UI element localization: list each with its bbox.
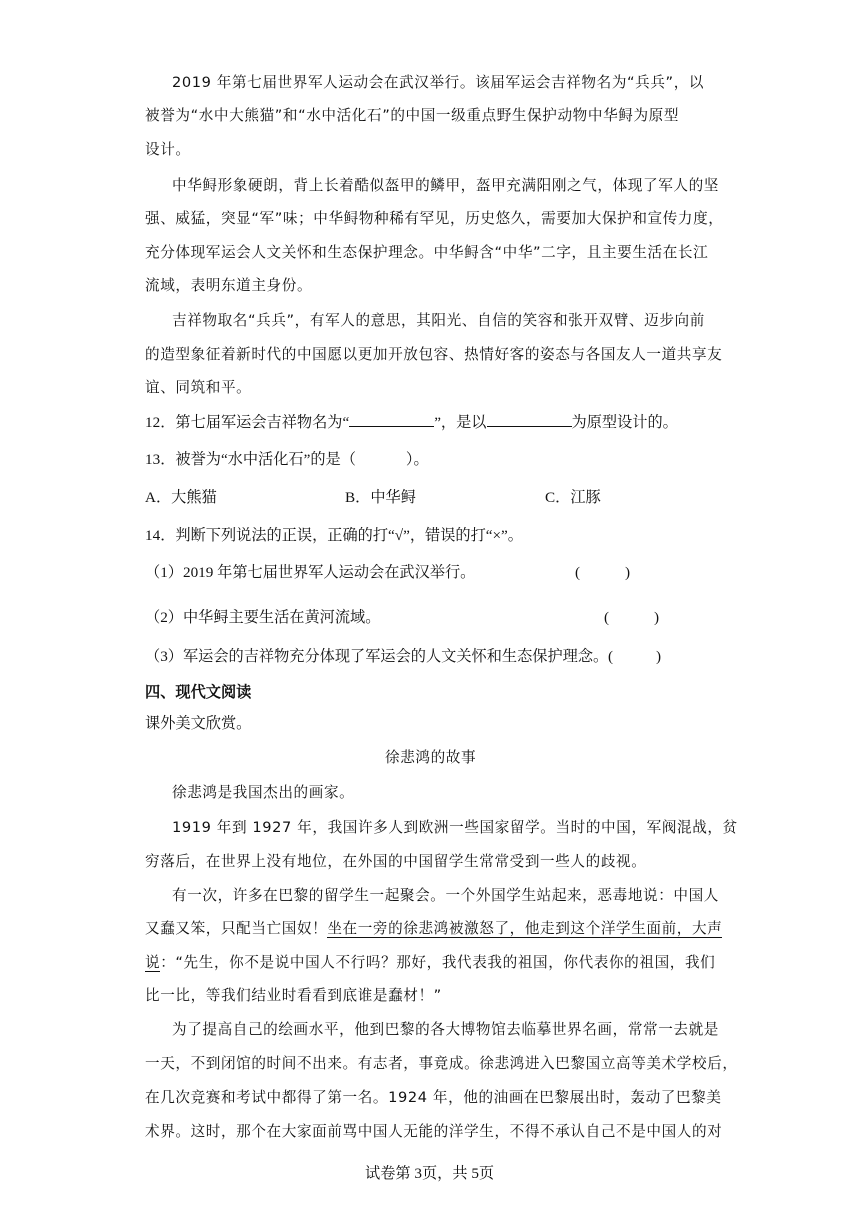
passage2-p4-line3: 在几次竞赛和考试中都得了第一名。1924 年，他的油画在巴黎展出时，轰动了巴黎美 bbox=[145, 1089, 722, 1106]
passage2-p3-line3-plain: ：“先生，你不是说中国人不行吗？那好，我代表我的祖国，你代表你的祖国，我们 bbox=[160, 954, 716, 971]
q13-option-b[interactable]: B．中华鲟 bbox=[345, 489, 416, 506]
passage2-title: 徐悲鸿的故事 bbox=[385, 749, 477, 766]
q14-item-2-paren-open[interactable]: ( bbox=[604, 609, 610, 626]
section-4-intro: 课外美文欣赏。 bbox=[145, 715, 252, 732]
q14-item-3-paren-open[interactable]: ( bbox=[608, 648, 614, 665]
q12-blank-2[interactable] bbox=[487, 412, 572, 427]
q13-stem: 13．被誉为“水中活化石”的是（ bbox=[145, 451, 356, 468]
passage1-p2-line3: 充分体现军运会人文关怀和生态保护理念。中华鲟含“中华”二字，且主要生活在长江 bbox=[145, 244, 709, 261]
q13-option-c[interactable]: C．江豚 bbox=[545, 489, 601, 506]
passage2-p2-line1: 1919 年到 1927 年，我国许多人到欧洲一些国家留学。当时的中国，军阀混战，贫 bbox=[172, 819, 738, 836]
passage1-p2-line4: 流域，表明东道主身份。 bbox=[145, 277, 313, 294]
passage1-p1-line2: 被誉为“水中大熊猫”和“水中活化石”的中国一级重点野生保护动物中华鲟为原型 bbox=[145, 107, 680, 124]
q13-close: ）。 bbox=[405, 451, 429, 468]
passage2-p4-line4: 术界。这时，那个在大家面前骂中国人无能的洋学生，不得不承认自己不是中国人的对 bbox=[145, 1123, 723, 1140]
question-13 bbox=[145, 450, 429, 470]
passage2-p1: 徐悲鸿是我国杰出的画家。 bbox=[172, 784, 355, 801]
q14-item-3: （3）军运会的吉祥物充分体现了军运会的人文关怀和生态保护理念。 bbox=[145, 648, 609, 665]
passage1-p3-line3: 谊、同筑和平。 bbox=[145, 379, 252, 396]
q14-item-1: （1）2019 年第七届世界军人运动会在武汉举行。 bbox=[145, 564, 476, 581]
question-14-stem: 14．判断下列说法的正误，正确的打“√”，错误的打“×”。 bbox=[145, 527, 523, 544]
passage2-p4-line1: 为了提高自己的绘画水平，他到巴黎的各大博物馆去临摹世界名画，常常一去就是 bbox=[172, 1021, 719, 1038]
section-4-heading: 四、现代文阅读 bbox=[145, 684, 252, 701]
passage1-p1-line1: 2019 年第七届世界军人运动会在武汉举行。该届军运会吉祥物名为“兵兵”，以 bbox=[172, 74, 705, 91]
q12-text-a: 12．第七届军运会吉祥物名为“ bbox=[145, 414, 350, 431]
passage1-p3-line1: 吉祥物取名“兵兵”，有军人的意思，其阳光、自信的笑容和张开双臂、迈步向前 bbox=[172, 312, 705, 329]
passage1-p2-line2: 强、威猛，突显“军”味；中华鲟物种稀有罕见，历史悠久，需要加大保护和宣传力度， bbox=[145, 210, 724, 227]
passage2-p4-line2: 一天，不到闭馆的时间不出来。有志者，事竟成。徐悲鸿进入巴黎国立高等美术学校后， bbox=[145, 1055, 738, 1072]
q13-option-a[interactable]: A．大熊猫 bbox=[145, 489, 217, 506]
underlined-sentence: 坐在一旁的徐悲鸿被激怒了，他走到这个洋学生面前，大声 bbox=[327, 920, 723, 937]
underlined-sentence-end: 说 bbox=[145, 954, 161, 971]
passage1-p2-line1: 中华鲟形象硬朗，背上长着酷似盔甲的鳞甲，盔甲充满阳刚之气，体现了军人的坚 bbox=[172, 177, 719, 194]
passage2-p3-line3 bbox=[145, 953, 715, 973]
q12-blank-1[interactable] bbox=[349, 412, 434, 427]
q14-item-1-paren-open[interactable]: ( bbox=[575, 564, 581, 581]
passage2-p2-line2: 穷落后，在世界上没有地位，在外国的中国留学生常常受到一些人的歧视。 bbox=[145, 853, 647, 870]
q14-item-2: （2）中华鲟主要生活在黄河流域。 bbox=[145, 609, 381, 626]
passage2-p3-line4: 比一比，等我们结业时看看到底谁是蠢材！” bbox=[145, 987, 442, 1004]
q14-item-2-paren-close[interactable]: ) bbox=[654, 609, 660, 626]
q12-text-c: 为原型设计的。 bbox=[571, 414, 678, 431]
passage2-p3-line1: 有一次，许多在巴黎的留学生一起聚会。一个外国学生站起来，恶毒地说：中国人 bbox=[172, 887, 719, 904]
passage2-p3-line2 bbox=[145, 919, 722, 939]
question-12 bbox=[145, 412, 678, 433]
passage2-p3-line2-plain: 又蠢又笨，只配当亡国奴！ bbox=[145, 920, 328, 937]
page-footer: 试卷第 3页，共 5页 bbox=[365, 1165, 495, 1182]
q12-text-b: ”，是以 bbox=[434, 414, 487, 431]
q14-item-3-paren-close[interactable]: ) bbox=[656, 648, 662, 665]
passage1-p3-line2: 的造型象征着新时代的中国愿以更加开放包容、热情好客的姿态与各国友人一道共享友 bbox=[145, 346, 723, 363]
q14-item-1-paren-close[interactable]: ) bbox=[625, 564, 631, 581]
passage1-p1-line3: 设计。 bbox=[145, 141, 191, 158]
